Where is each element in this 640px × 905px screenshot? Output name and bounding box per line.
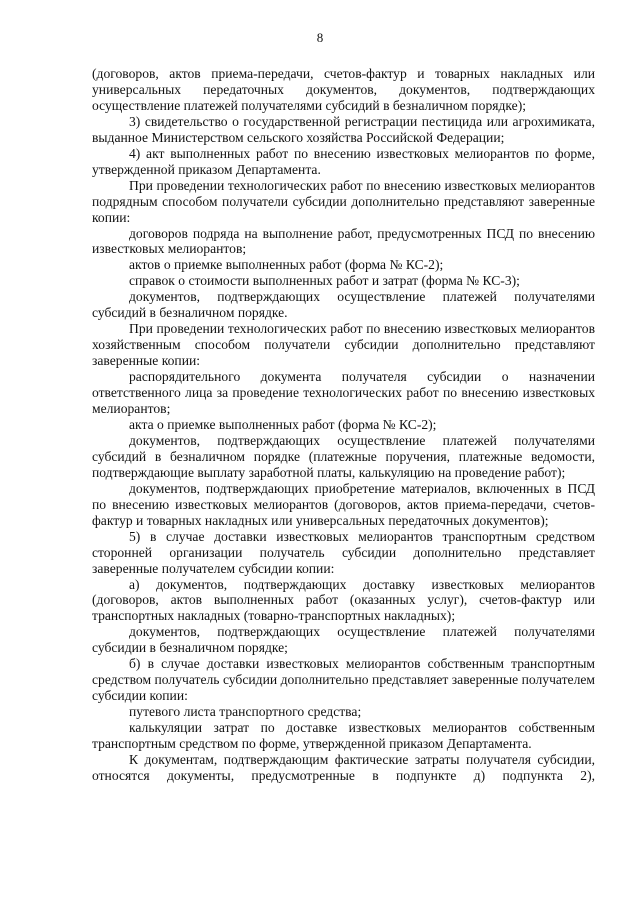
paragraph-18: путевого листа транспортного средства; — [129, 704, 362, 720]
paragraph-6: актов о приемке выполненных работ (форма № КС-2); — [129, 257, 444, 273]
paragraph-16: документов, подтверждающих осуществление платежей получателями субсидии в безналичном порядке; — [92, 624, 595, 656]
paragraph-1: (договоров, актов приема-передачи, счетов-фактур и товарных накладных или универсальных передаточных документов, документов, подтверждающих осуществление платежей получателями субсидий в безналичном порядке); — [92, 66, 595, 113]
page-number: 8 — [316, 30, 324, 45]
paragraph-5: договоров подряда на выполнение работ, предусмотренных ПСД по внесению известковых мелиорантов; — [92, 225, 595, 257]
paragraph-17: б) в случае доставки известковых мелиорантов собственным транспортным средством получатель субсидии дополнительно представляет заверенные получателем субсидии копии: — [92, 656, 595, 704]
document-body — [92, 66, 595, 784]
paragraph-13: документов, подтверждающих приобретение материалов, включенных в ПСД по внесению известковых мелиорантов (договоров, актов приема-передачи, счетов-фактур и товарных накладных или универсальных передаточных документов); — [92, 480, 595, 528]
paragraph-14: 5) в случае доставки известковых мелиорантов транспортным средством сторонней организации получатель субсидии дополнительно представляет заверенные получателем субсидии копии: — [92, 528, 595, 576]
paragraph-10: распорядительного документа получателя субсидии о назначении ответственного лица за проведение технологических работ по внесению известковых мелиорантов; — [92, 369, 595, 417]
paragraph-8: документов, подтверждающих осуществление платежей получателями субсидий в безналичном порядке. — [92, 289, 595, 321]
paragraph-12: документов, подтверждающих осуществление платежей получателями субсидий в безналичном порядке (платежные поручения, платежные ведомости, подтверждающие выплату заработной платы, калькуляцию на проведение работ); — [92, 432, 595, 480]
paragraph-19: калькуляции затрат по доставке известковых мелиорантов собственным транспортным средством по форме, утвержденной приказом Департамента. — [92, 720, 595, 752]
paragraph-20: К документам, подтверждающим фактические затраты получателя субсидии, относятся документы, предусмотренные в подпункте д) подпункта 2), — [92, 751, 595, 783]
paragraph-2: 3) свидетельство о государственной регистрации пестицида или агрохимиката, выданное Министерством сельского хозяйства Российской Федерации; — [92, 113, 595, 145]
paragraph-7: справок о стоимости выполненных работ и затрат (форма № КС-3); — [129, 273, 520, 289]
paragraph-4: При проведении технологических работ по внесению известковых мелиорантов подрядным способом получатели субсидии дополнительно представляют заверенные копии: — [92, 177, 595, 225]
paragraph-3: 4) акт выполненных работ по внесению известковых мелиорантов по форме, утвержденной приказом Департамента. — [92, 145, 595, 177]
paragraph-9: При проведении технологических работ по внесению известковых мелиорантов хозяйственным способом получатели субсидии дополнительно представляют заверенные копии: — [92, 321, 595, 369]
paragraph-11: акта о приемке выполненных работ (форма № КС-2); — [129, 416, 437, 432]
paragraph-15: а) документов, подтверждающих доставку известковых мелиорантов (договоров, актов выполненных работ (оказанных услуг), счетов-фактур или транспортных накладных (товарно-транспортных накладных); — [92, 576, 595, 624]
